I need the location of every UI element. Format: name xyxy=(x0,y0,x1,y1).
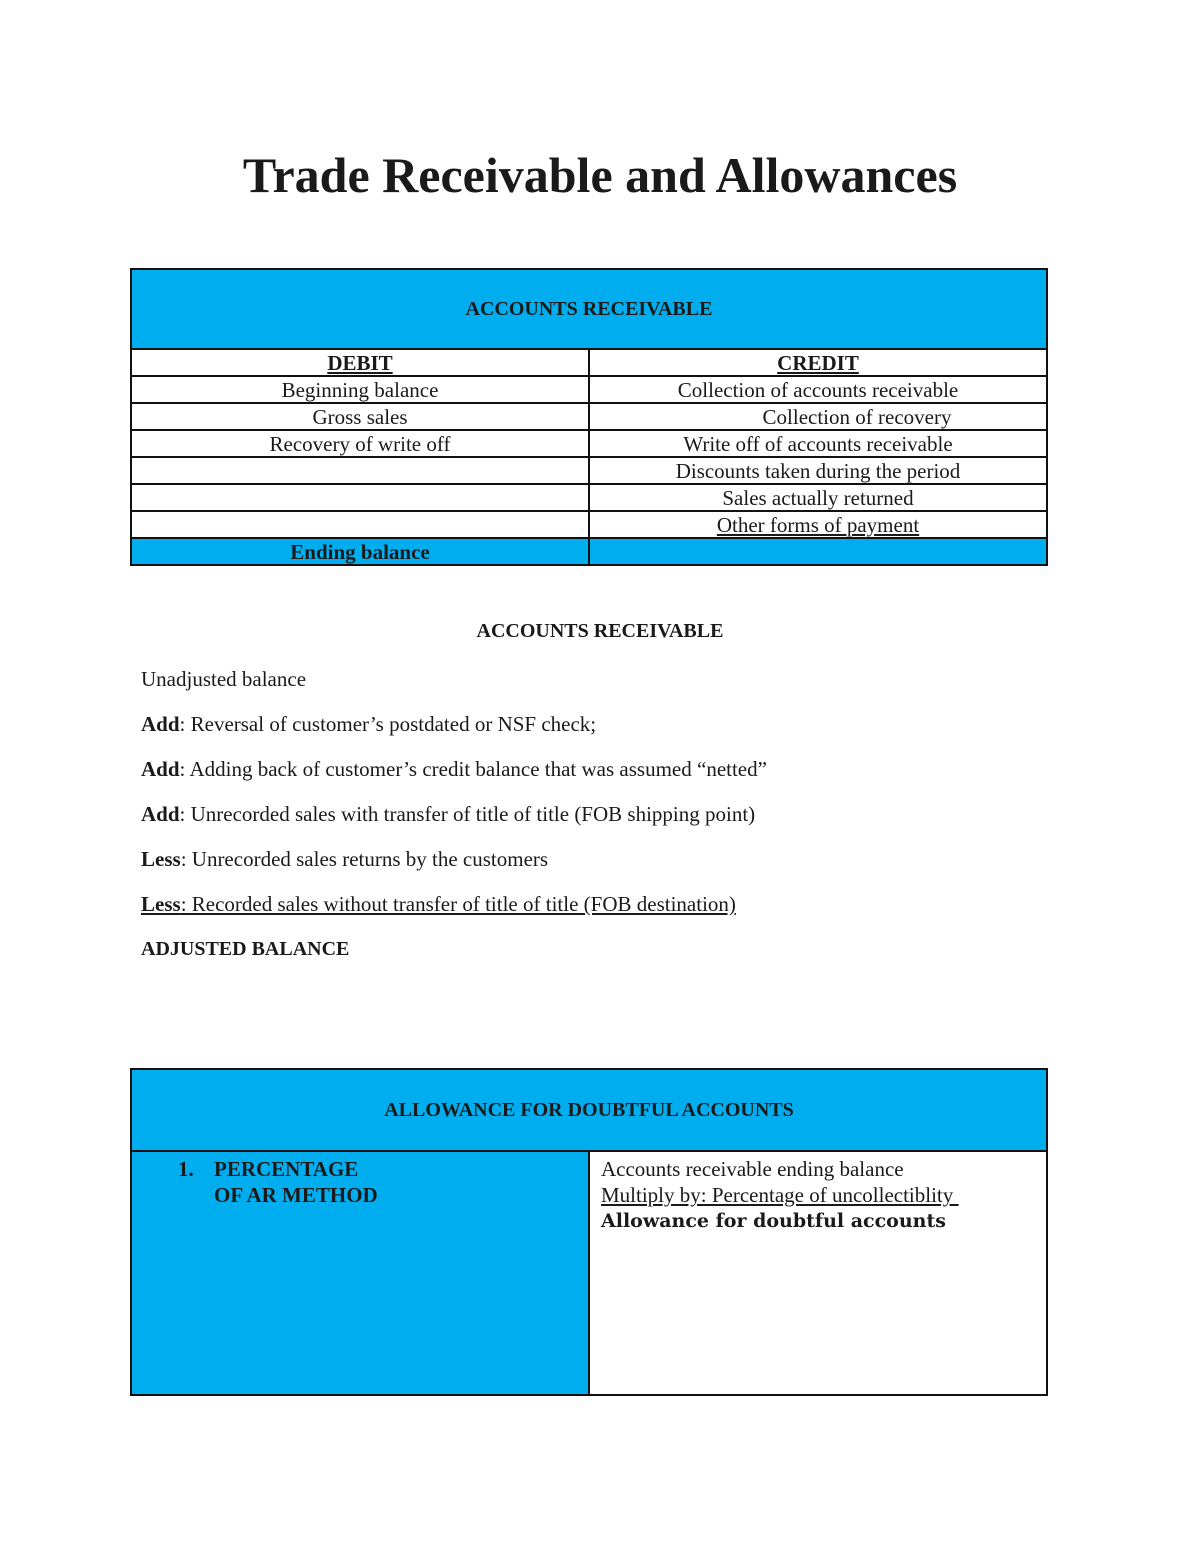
ending-balance-label: Ending balance xyxy=(131,538,589,565)
unadjusted-balance-line: Unadjusted balance xyxy=(141,667,307,691)
table-row xyxy=(131,511,1047,538)
formula-cell xyxy=(589,1151,1047,1395)
method-cell xyxy=(131,1151,589,1395)
debit-cell xyxy=(131,511,589,538)
debit-column-header: DEBIT xyxy=(131,349,589,376)
credit-cell: Collection of accounts receivable xyxy=(589,376,1047,403)
document-title: Trade Receivable and Allowances xyxy=(242,147,958,203)
debit-cell: Recovery of write off xyxy=(131,430,589,457)
formula-line-multiply: Multiply by: Percentage of uncollectiblity xyxy=(601,1183,959,1207)
adjustment-prefix: Less xyxy=(141,892,181,916)
debit-cell xyxy=(131,484,589,511)
credit-column-header: CREDIT xyxy=(589,349,1047,376)
table-row xyxy=(131,430,1047,457)
adjustment-prefix: Add xyxy=(141,802,180,826)
adjustment-text: : Unrecorded sales returns by the customers xyxy=(180,847,549,871)
adjustment-prefix: Less xyxy=(141,847,181,871)
adjusted-section-title: ACCOUNTS RECEIVABLE xyxy=(476,620,724,642)
list-item xyxy=(141,890,767,935)
adjustment-text: : Reversal of customer’s postdated or NSF check; xyxy=(179,712,597,736)
ending-balance-row xyxy=(131,538,1047,565)
list-item xyxy=(141,845,767,890)
allowance-table xyxy=(130,1068,1048,1396)
method-name: PERCENTAGE OF AR METHOD xyxy=(214,1157,378,1207)
list-item xyxy=(141,710,767,755)
adjusted-balance-line: ADJUSTED BALANCE xyxy=(141,938,350,960)
adjustment-text: : Unrecorded sales with transfer of title of title (FOB shipping point) xyxy=(179,802,756,826)
ending-balance-credit-cell xyxy=(589,538,1047,565)
table-row xyxy=(131,376,1047,403)
credit-cell: Write off of accounts receivable xyxy=(589,430,1047,457)
adjustment-text: : Adding back of customer’s credit balance that was assumed “netted” xyxy=(179,757,767,781)
debit-cell xyxy=(131,457,589,484)
adjustment-list xyxy=(141,665,767,980)
ar-table-header: ACCOUNTS RECEIVABLE xyxy=(131,269,1047,349)
table-row xyxy=(131,403,1047,430)
adjustment-prefix: Add xyxy=(141,712,180,736)
adjustment-text: : Recorded sales without transfer of title of title (FOB destination) xyxy=(180,892,736,916)
formula-line-allowance: Allowance for doubtful accounts xyxy=(601,1210,946,1232)
credit-cell: Discounts taken during the period xyxy=(589,457,1047,484)
list-item xyxy=(141,800,767,845)
list-item xyxy=(141,755,767,800)
credit-cell: Collection of recovery xyxy=(589,403,1047,430)
credit-cell: Other forms of payment xyxy=(589,511,1047,538)
formula-line-ending-balance: Accounts receivable ending balance xyxy=(601,1157,904,1181)
debit-cell: Beginning balance xyxy=(131,376,589,403)
method-number: 1. xyxy=(178,1157,194,1181)
debit-cell: Gross sales xyxy=(131,403,589,430)
table-row xyxy=(131,484,1047,511)
allowance-table-header: ALLOWANCE FOR DOUBTFUL ACCOUNTS xyxy=(131,1069,1047,1151)
adjustment-prefix: Add xyxy=(141,757,180,781)
credit-cell: Sales actually returned xyxy=(589,484,1047,511)
table-row xyxy=(131,457,1047,484)
accounts-receivable-t-table xyxy=(130,268,1048,566)
